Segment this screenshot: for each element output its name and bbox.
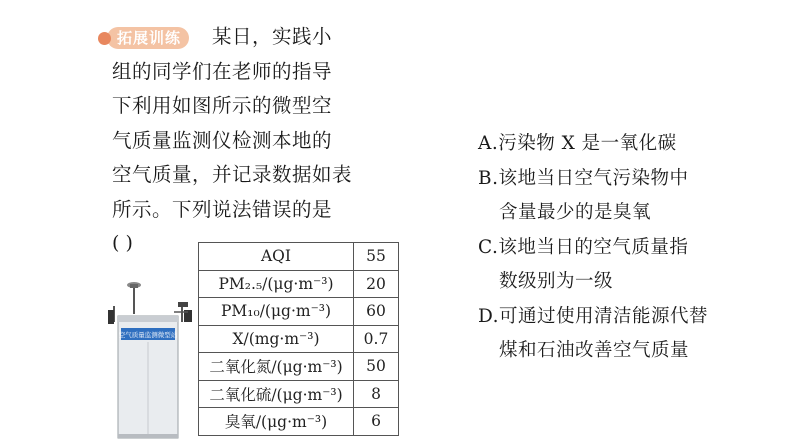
table-row bbox=[199, 353, 399, 381]
device-panel-text: 空气质量监测微型站 bbox=[118, 331, 178, 339]
table-cell-value: 50 bbox=[354, 353, 399, 381]
badge-label: 拓展训练 bbox=[107, 27, 189, 49]
table-cell-label: 臭氧/(μg·m⁻³) bbox=[199, 408, 354, 436]
option-c[interactable]: C.该地当日的空气质量指 bbox=[478, 236, 689, 258]
stem-line-2: 组的同学们在老师的指导 bbox=[112, 59, 333, 83]
air-monitor-device-icon bbox=[100, 276, 200, 441]
question-stem bbox=[112, 20, 352, 227]
table-row bbox=[199, 298, 399, 326]
table-cell-value: 0.7 bbox=[354, 325, 399, 353]
table-cell-value: 8 bbox=[354, 380, 399, 408]
stem-line-4: 气质量监测仪检测本地的 bbox=[112, 128, 333, 152]
badge-dot-icon bbox=[98, 32, 111, 45]
stem-line-5: 空气质量，并记录数据如表 bbox=[112, 163, 353, 186]
stem-line-3: 下利用如图所示的微型空 bbox=[112, 94, 333, 117]
table-cell-label: 二氧化硫/(μg·m⁻³) bbox=[199, 380, 354, 408]
table-cell-value: 20 bbox=[354, 270, 399, 298]
table-cell-label: PM₂.₅/(μg·m⁻³) bbox=[199, 270, 354, 298]
table-cell-value: 60 bbox=[354, 298, 399, 326]
table-cell-value: 55 bbox=[354, 243, 399, 271]
table-row bbox=[199, 243, 399, 271]
stem-line-6: 所示。下列说法错误的是 bbox=[112, 197, 333, 221]
table-row bbox=[199, 325, 399, 353]
answer-options bbox=[478, 127, 708, 369]
option-c-continued: 数级别为一级 bbox=[499, 271, 614, 292]
answer-blank: ( ) bbox=[112, 232, 133, 254]
table-cell-value: 6 bbox=[354, 408, 399, 436]
option-b[interactable]: B.该地当日空气污染物中 bbox=[478, 167, 689, 189]
table-row bbox=[199, 270, 399, 298]
stem-line-1: 某日，实践小 bbox=[212, 25, 333, 48]
air-quality-table bbox=[198, 242, 399, 436]
option-a[interactable]: A.污染物 X 是一氧化碳 bbox=[478, 133, 677, 154]
table-cell-label: X/(mg·m⁻³) bbox=[199, 325, 354, 353]
table-row bbox=[199, 408, 399, 436]
table-cell-label: PM₁₀/(μg·m⁻³) bbox=[199, 298, 354, 326]
option-d[interactable]: D.可通过使用清洁能源代替 bbox=[478, 305, 709, 327]
table-cell-label: 二氧化氮/(μg·m⁻³) bbox=[199, 353, 354, 381]
option-b-continued: 含量最少的是臭氧 bbox=[499, 202, 652, 223]
table-row bbox=[199, 380, 399, 408]
table-cell-label: AQI bbox=[199, 243, 354, 271]
option-d-continued: 煤和石油改善空气质量 bbox=[499, 340, 690, 361]
